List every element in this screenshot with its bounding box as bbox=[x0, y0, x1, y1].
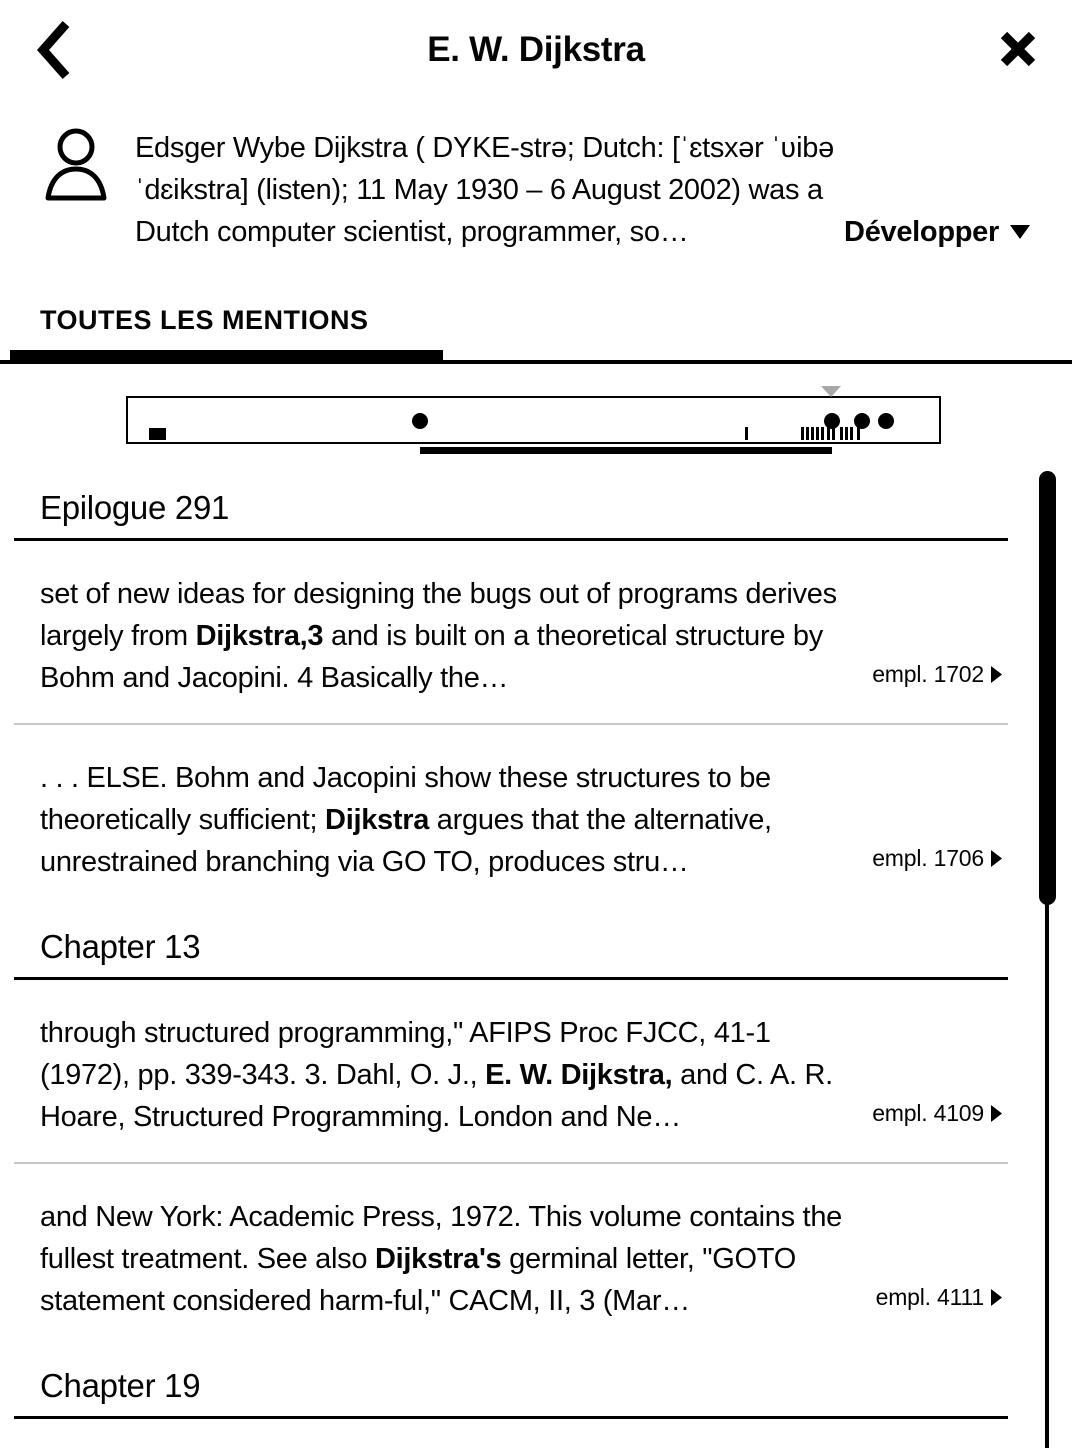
mention-tick bbox=[745, 427, 748, 440]
mention-tick bbox=[857, 427, 860, 440]
entry-text-line: set of new ideas for designing the bugs out of programs derives bbox=[40, 578, 837, 610]
location-label: empl. 1702 bbox=[872, 653, 1002, 695]
mention-tick bbox=[806, 427, 809, 440]
chevron-right-icon bbox=[991, 666, 1002, 683]
mention-tick bbox=[840, 427, 843, 440]
page-title: E. W. Dijkstra bbox=[427, 30, 645, 69]
close-icon bbox=[999, 30, 1037, 68]
timeline-scrubber[interactable] bbox=[126, 396, 941, 444]
tab-active-indicator bbox=[10, 350, 443, 360]
timeline-pointer-icon bbox=[821, 386, 841, 397]
entry-text-line: . . . ELSE. Bohm and Jacopini show these structures to be bbox=[40, 762, 771, 794]
expand-button[interactable] bbox=[844, 211, 1030, 253]
mention-tick bbox=[801, 427, 804, 440]
tab-divider-line bbox=[0, 360, 1072, 364]
section-title: Epilogue 291 bbox=[40, 489, 230, 526]
summary-line: Dutch computer scientist, programmer, so… bbox=[135, 216, 689, 248]
mention-tick bbox=[827, 427, 830, 440]
tab-label: TOUTES LES MENTIONS bbox=[40, 305, 369, 335]
mention-cluster-dot bbox=[412, 413, 428, 429]
expand-label: Développer bbox=[844, 216, 999, 248]
scrollbar-track[interactable] bbox=[1045, 903, 1049, 1448]
tab-all-mentions[interactable] bbox=[40, 303, 369, 337]
chevron-right-icon bbox=[991, 850, 1002, 867]
mention-tick bbox=[845, 427, 848, 440]
summary-line: Edsger Wybe Dijkstra ( DYKE-strə; Dutch: [ˈɛtsxər ˈʋibə bbox=[135, 132, 834, 164]
entry-text-line: statement considered harm-ful," CACM, II, 3 (Mar… empl. 4111 bbox=[40, 1280, 1008, 1322]
mention-tick bbox=[850, 427, 853, 440]
section-title: Chapter 19 bbox=[40, 1367, 201, 1404]
location-label: empl. 4111 bbox=[876, 1276, 1002, 1318]
location-label: empl. 4109 bbox=[872, 1092, 1002, 1134]
entity-summary bbox=[135, 127, 1030, 253]
entry-text-line: unrestrained branching via GO TO, produces stru… empl. 1706 bbox=[40, 841, 1008, 883]
entry-text-line: and New York: Academic Press, 1972. This volume contains the bbox=[40, 1201, 842, 1233]
entry-text-line: through structured programming," AFIPS Proc FJCC, 41-1 bbox=[40, 1017, 771, 1049]
position-marker bbox=[149, 428, 166, 440]
mention-entry[interactable] bbox=[40, 725, 1008, 883]
entry-text-line: Bohm and Jacopini. 4 Basically the… empl. 1702 bbox=[40, 657, 1008, 699]
entry-text-line: theoretically sufficient; Dijkstra argues that the alternative, bbox=[40, 804, 772, 836]
entry-text-line: fullest treatment. See also Dijkstra's germinal letter, "GOTO bbox=[40, 1243, 796, 1275]
section-title: Chapter 13 bbox=[40, 928, 201, 965]
mention-tick bbox=[811, 427, 814, 440]
chevron-right-icon bbox=[991, 1105, 1002, 1122]
scrollbar-thumb[interactable] bbox=[1039, 471, 1056, 905]
mention-tick bbox=[832, 427, 835, 440]
summary-line: ˈdɛikstra] (listen); 11 May 1930 – 6 August 2002) was a bbox=[135, 174, 823, 206]
section-rule bbox=[14, 1416, 1008, 1419]
location-label: empl. 1706 bbox=[872, 837, 1002, 879]
entry-text-line: largely from Dijkstra,3 and is built on a theoretical structure by bbox=[40, 620, 823, 652]
chevron-right-icon bbox=[991, 1289, 1002, 1306]
triangle-down-icon bbox=[1010, 225, 1030, 239]
mention-cluster-dot bbox=[878, 413, 894, 429]
entry-text-line: (1972), pp. 339-343. 3. Dahl, O. J., E. W. Dijkstra, and C. A. R. bbox=[40, 1059, 833, 1091]
mention-entry[interactable] bbox=[40, 980, 1008, 1138]
entry-text-line: Hoare, Structured Programming. London and Ne… empl. 4109 bbox=[40, 1096, 1008, 1138]
mention-entry[interactable] bbox=[40, 1164, 1008, 1322]
mention-tick bbox=[816, 427, 819, 440]
mentions-list bbox=[0, 470, 1072, 1448]
person-icon bbox=[42, 124, 112, 209]
mention-entry[interactable] bbox=[40, 541, 1008, 699]
mention-tick bbox=[821, 427, 824, 440]
close-button[interactable] bbox=[992, 24, 1044, 74]
timeline-range-bar bbox=[420, 447, 832, 454]
